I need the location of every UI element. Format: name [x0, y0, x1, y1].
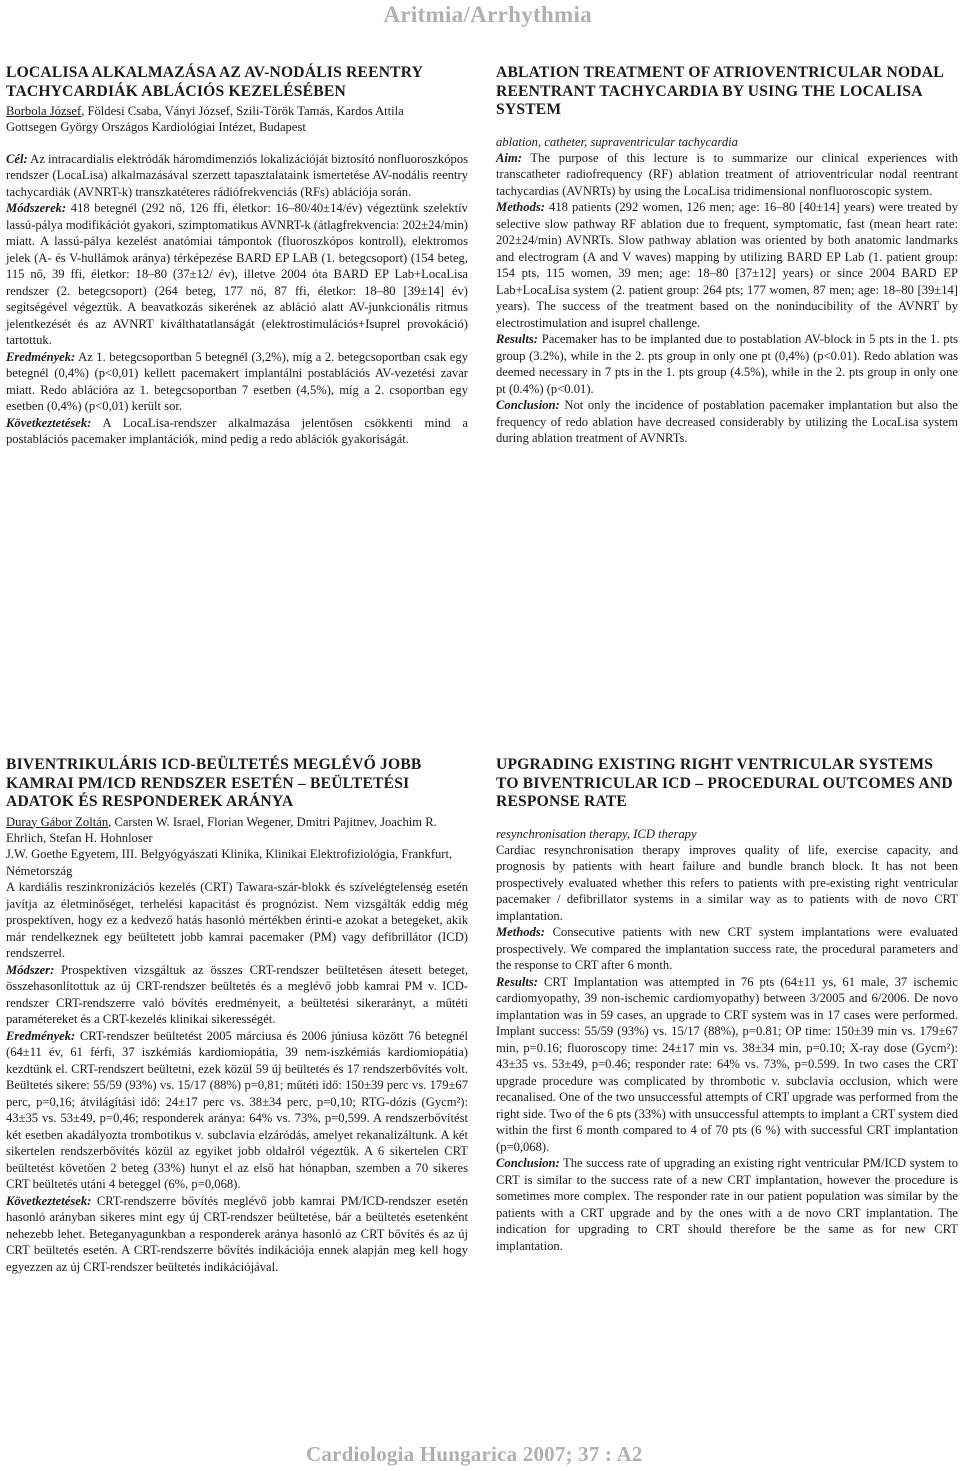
- section-text: CRT Implantation was attempted in 76 pts (64±11 ys, 61 male, 37 ischemic cardiomyopathy, 39 non-ischemic cardiomyopathy) between 3/2005 and 6/2006. De novo implantation was in 59 cases, an upgrade to CRT system was in 17 cases were performed. Implant success: 55/59 (93%) vs. 15/17 (88%), p=0.81; OP time: 150±39 min vs. 179±67 min, p=0.16; fluoroscopy time: 24±17 min vs. 38±34 min, p=0.10; X-ray dose (Gycm²): 43±35 vs. 53±49, p=0.46; responder rate: 64% vs. 73%, p=0.599. In two cases the CRT upgrade procedure was complicated by thrombotic v. subclavia occlusion, which were recanalised. One of the two unsuccessful attempts of CRT upgrade was performed from the right side. Two of the 6 pts (33%) with unsuccessful attempts to implant a CRT system died within the first 6 month compared to 4 of 70 pts (6 %) with successful CRT implantation (p=0,068).: [496, 974, 958, 1154]
- section-label: Következtetések:: [6, 1193, 92, 1208]
- section-label: Eredmények:: [6, 1028, 76, 1043]
- section-conclusion: [6, 415, 468, 448]
- section-label: Conclusion:: [496, 1156, 560, 1171]
- section-text: CRT-rendszerre bővítés meglévő jobb kamrai PM/ICD-rendszer esetén hasonló arányban sikeres mint egy új CRT-rendszer beültetése, bár a beültetés esetenként nehezebb lehet. Beteganyagunkban a responderek aránya hasonló az CRT bővítés és az új CRT beültetés esetén. A CRT-rendszerre bővítés indikációja ennek alapján meg kell hogy egyezzen az új CRT-rendszer beültetés indikációjával.: [6, 1193, 468, 1274]
- abstract-localisa-hu: [6, 64, 468, 448]
- section-label: Methods:: [496, 925, 545, 940]
- section-conclusion: [496, 397, 958, 447]
- abstract-title: ABLATION TREATMENT OF ATRIOVENTRICULAR NODAL REENTRANT TACHYCARDIA BY USING THE LOCALISA SYSTEM: [496, 64, 943, 118]
- section-aim: [6, 151, 468, 201]
- section-label: Eredmények:: [6, 349, 76, 364]
- section-intro: A kardiális reszinkronizációs kezelés (CRT) Tawara-szár-blokk és szívelégtelenség esetén javítja az életminőséget, terhelési kapacitást és prognózist. Nem vizsgálták eddig még prospektíven, hogy ez a kedvező hatás hasonló mértékben érinti-e azokat a betegeket, akik már rendelkeznek egy beültetett jobb kamrai pacemaker (PM) vagy defibrillátor (ICD) rendszerrel.: [6, 880, 468, 961]
- section-label: Results:: [496, 974, 538, 989]
- section-label: Módszerek:: [6, 201, 67, 216]
- section-text: Az 1. betegcsoportban 5 betegnél (3,2%), míg a 2. betegcsoportban csak egy betegnél (0,4%) (p<0,01) kellett pacemakert implantálni postablációs AV-vezetési zavar miatt. Redo ablációra az 1. betegcsoportban 7 esetben (4,5%), míg a 2. csoportban egy esetben (0,4%) (p<0,01) került sor.: [6, 349, 468, 414]
- section-text: The purpose of this lecture is to summarize our clinical experiences with transcatheter radiofrequency (RF) ablation treatment of atrioventricular nodal reentrant tachycardias (AVNRTs) by using the LocaLisa tridimensional nonfluoroscopic system.: [496, 150, 958, 198]
- section-methods: [496, 199, 958, 331]
- section-text: 418 betegnél (292 nő, 126 ffi, életkor: 16–80/40±14/év) végeztünk szelektív lassú-pálya modifikációt gyakori, szimptomatikus AVNRT-k (átlagfrekvencia: 202±24/min) miatt. A lassú-pálya kezelést anatómiai támpontok (fluoroszkópos kontroll), elektromos jelek (A- és V-hullámok aránya) térképezése BARD EP LAB (1. betegcsoport) (154 beteg, 115 nő, 39 ffi, életkor: 18–80 (37±12/ év), illetve 2004 óta BARD EP Lab+LocaLisa rendszer (2. betegcsoport) (264 beteg, 177 nő, 87 ffi, életkor: 18–80 [39±14] év) segítségével végeztük. A beavatkozás sikerének az abláció alatt AV-junkcionális ritmus jelentkezését és az AVNRT kiválthatatlanságát (elektrostimulációs+Isuprel provokáció) tartottuk.: [6, 201, 468, 348]
- section-text: Not only the incidence of postablation pacemaker implantation but also the frequency of redo ablation have decreased considerably by utilizing the LocaLisa system during ablation treatment of AVNRTs.: [496, 398, 958, 446]
- abstract-title: BIVENTRIKULÁRIS ICD-BEÜLTETÉS MEGLÉVŐ JOBB KAMRAI PM/ICD RENDSZER ESETÉN – BEÜLTETÉSI ADATOK ÉS RESPONDEREK ARÁNYA: [6, 756, 422, 810]
- presenting-author: Borbola József: [6, 104, 82, 118]
- abstract-title: UPGRADING EXISTING RIGHT VENTRICULAR SYSTEMS TO BIVENTRICULAR ICD – PROCEDURAL OUTCOMES AND RESPONSE RATE: [496, 756, 953, 810]
- author-list: [6, 814, 468, 847]
- abstract-crt-upgrade-hu: [6, 756, 468, 1275]
- section-label: Cél:: [6, 151, 28, 166]
- section-results: [6, 1028, 468, 1193]
- section-text: CRT-rendszer beültetést 2005 márciusa és 2006 júniusa között 76 betegnél (64±11 év, 61 férfi, 37 iszkémiás kardiomiopátia, 39 nem-iszkémiás kardiomiopátia) kezdtünk el. CRT-rendszert beültetni, ezek közül 59 új beültetés és 17 rendszerbővítés volt. Beültetés sikere: 55/59 (93%) vs. 15/17 (88%) p=0,81; műtéti idő: 150±39 perc vs. 179±67 perc, p=0,16; átvilágítási idő: 24±17 perc vs. 38±34 perc, p=0,10; RTG-dózis (Gycm²): 43±35 vs. 53±49, p=0,46; responderek aránya: 64% vs. 73%, p=0,599. A rendszerbővítést két esetben akadályozta trombotikus v. subclavia elzáródás, amelyet rekanalizáltunk. A két sikertelen rendszerbővítés közül az egyiket jobb oldalról végeztük. A 6 sikertelen CRT beültetést követően 2 beteg (33%) hunyt el az első hat hónapban, szemben a 70 sikeres CRT beültetés utáni 4 beteggel (6%, p=0,068).: [6, 1028, 468, 1192]
- section-text: Prospektíven vizsgáltuk az összes CRT-rendszer beültetésen átesett beteget, összehasonlítottuk az új CRT-rendszer beültetés és a meglévő jobb kamrai PM v. ICD-rendszer CRT-rendszerre való bővítés eredményeit, a beültetési sikerarányt, a műtéti paramétereket és a CRT-kezelés klinikai sikerességét.: [6, 962, 468, 1027]
- keywords: resynchronisation therapy, ICD therapy: [496, 826, 697, 841]
- institution: Gottsegen György Országos Kardiológiai Intézet, Budapest: [6, 120, 306, 135]
- section-text: The success rate of upgrading an existing right ventricular PM/ICD system to CRT is similar to the success rate of a new CRT implantation, however the procedure is sometimes more complex. The responder rate in our patient population was similar by the patients with a CRT upgrade and by the ones with a de novo CRT implantation. The indication for upgrading to CRT should therefore be the same as for new CRT implantation.: [496, 1156, 959, 1253]
- journal-footer: Cardiologia Hungarica 2007; 37 : A2: [306, 1442, 643, 1466]
- section-label: Következtetések:: [6, 415, 92, 430]
- abstract-localisa-en: [496, 64, 958, 447]
- section-label: Aim:: [496, 150, 522, 165]
- presenting-author: Duray Gábor Zoltán: [6, 814, 109, 829]
- section-results: [496, 974, 958, 1156]
- section-text: Pacemaker has to be implanted due to postablation AV-block in 5 pts in the 1. pts group (3.2%), while in the 2. pts group in only one pt (0,4%) (p<0.01). Redo ablation was deemed necessary in 7 pts in the 1. pts group (4.5%), while in the 2. pts group in only one pt (0.4%) (p<0.01).: [496, 332, 958, 396]
- coauthors: , Carsten W. Israel, Florian Wegener, Dmitri Pajitnev, Joachim R. Ehrlich, Stefan H. Hohnloser: [6, 814, 437, 845]
- section-aim: [496, 150, 958, 200]
- section-label: Methods:: [496, 200, 545, 215]
- section-conclusion: [6, 1193, 468, 1276]
- section-text: Az intracardialis elektródák háromdimenziós lokalizációját biztosító nonfluoroszkópos rendszer (LocaLisa) alkalmazásával szerzett tapasztalataink ismertetése AV-nodális reentry tachycardiák (AVNRT-k) transzkatéteres rádiófrekvenciás (RFs) ablációja során.: [6, 151, 469, 199]
- section-methods: [6, 962, 468, 1028]
- coauthors: , Földesi Csaba, Ványi József, Szili-Török Tamás, Kardos Attila: [81, 104, 404, 118]
- abstract-title: LOCALISA ALKALMAZÁSA AZ AV-NODÁLIS REENTRY TACHYCARDIÁK ABLÁCIÓS KEZELÉSÉBEN: [6, 64, 423, 100]
- section-conclusion: [496, 1155, 958, 1254]
- abstract-crt-upgrade-en: [496, 756, 958, 1254]
- section-text: 418 patients (292 women, 126 men; age: 16–80 [40±14] years) were treated by selective slow pathway RF ablation due to frequent, symptomatic, fast (mean heart rate: 202±24/min) AVNRTs. Slow pathway ablation was oriented by both anatomic landmarks and electrogram (A and V waves) mapping by utilizing BARD EP Lab (1. patient group: 154 pts, 115 women, 39 men; age: 18–80 [37±12] years) or since 2004 BARD EP Lab+LocaLisa system (2. patient group: 264 pts; 177 women, 87 men; age: 18–80 [39±14] years). The success of the treatment based on the noninducibility of the AVNRT by electrostimulation and isuprel challenge.: [496, 200, 958, 330]
- section-results: [6, 349, 468, 415]
- section-label: Conclusion:: [496, 398, 560, 413]
- section-text: Consecutive patients with new CRT system implantations were evaluated prospectively. We compared the implantation success rate, the procedural parameters and the response to CRT after 6 month.: [496, 925, 958, 973]
- section-intro: Cardiac resynchronisation therapy improves quality of life, exercise capacity, and prognosis by patients with heart failure and bundle branch block. It has not been prospectively evaluated whether this refers to patients with pre-existing right ventricular pacemaker / defibrillator systems in a similar way as to patients with de novo CRT implantation.: [496, 842, 958, 923]
- author-list: [6, 103, 468, 119]
- running-header: Aritmia/Arrhythmia: [383, 2, 592, 27]
- section-text: A LocaLisa-rendszer alkalmazása jelentősen csökkenti mind a postablációs pacemaker implantációk, mind pedig a redo ablációk gyakoriságát.: [6, 415, 468, 447]
- section-label: Módszer:: [6, 962, 55, 977]
- section-methods: [496, 924, 958, 974]
- keywords: ablation, catheter, supraventricular tachycardia: [496, 134, 738, 149]
- institution: J.W. Goethe Egyetem, III. Belgyógyászati Klinika, Klinikai Elektrofiziológia, Frankfurt, Németország: [6, 847, 453, 878]
- section-methods: [6, 200, 468, 349]
- section-results: [496, 331, 958, 397]
- section-label: Results:: [496, 332, 538, 347]
